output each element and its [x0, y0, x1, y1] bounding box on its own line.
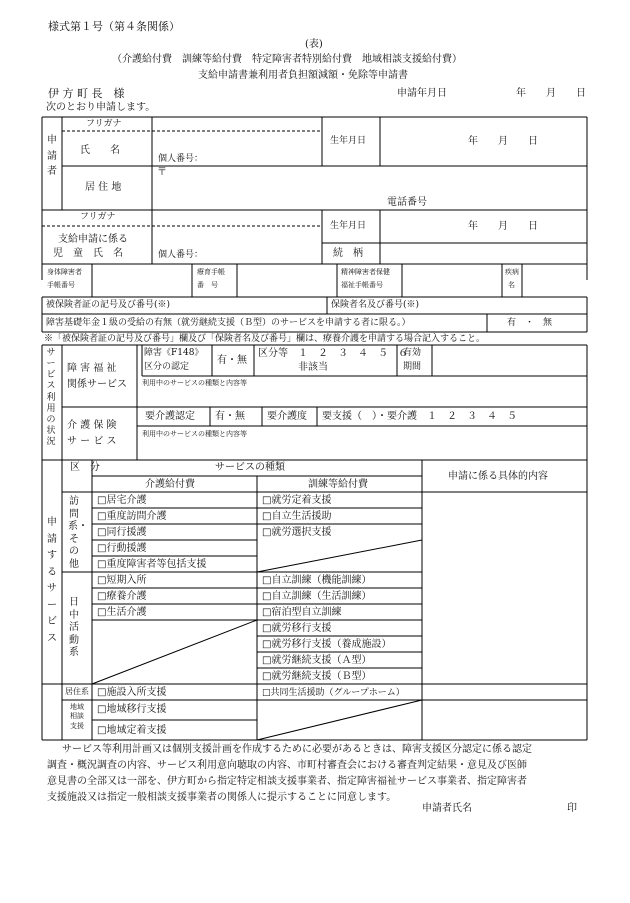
- care-benefit-header: 介護給付費: [145, 479, 195, 490]
- valid-period-label-2: 期間: [403, 362, 422, 372]
- relation-label: 続 柄: [333, 248, 363, 259]
- option-independent-living[interactable]: □自立生活援助: [262, 511, 332, 522]
- welfare-label-1: 障 害 福 祉: [67, 363, 117, 374]
- option-comprehensive-support[interactable]: □重度障害者等包括支援: [97, 559, 207, 570]
- mental-cert-label-2: 福祉手帳番号: [341, 281, 383, 289]
- option-short-stay[interactable]: □短期入所: [97, 575, 147, 586]
- care-level-label: 要介護度: [267, 411, 307, 422]
- applicant-name-label: 氏 名: [80, 145, 120, 156]
- option-continuous-b[interactable]: □就労継続支援（Ｂ型）: [262, 671, 372, 682]
- grade-not-applicable[interactable]: 非該当: [298, 362, 328, 373]
- pension-label: 障害基礎年金１級の受給の有無（就労継続支援（Ｂ型）のサービスを申請する者に限る。）: [46, 318, 411, 328]
- grade-options[interactable]: 区分等 １ ２ ３ ４ ５ ６: [258, 348, 408, 359]
- disease-field[interactable]: [524, 266, 585, 295]
- visit-group-label: 訪問系・その他: [68, 496, 88, 570]
- disease-label-2: 名: [508, 281, 515, 289]
- application-date-field[interactable]: 年 月 日: [516, 88, 586, 99]
- child-furigana-field[interactable]: [155, 212, 320, 224]
- disease-label-1: 疾病: [505, 268, 519, 276]
- seal-mark: 印: [567, 803, 577, 814]
- applicant-address-label: 居 住 地: [85, 182, 122, 193]
- option-home-care[interactable]: □居宅介護: [97, 495, 147, 506]
- front-side-label: (表): [305, 39, 323, 50]
- valid-period-field[interactable]: [434, 347, 585, 374]
- physical-cert-label-1: 身体障害者: [47, 268, 82, 276]
- details-field[interactable]: [424, 494, 585, 738]
- care-insurance-label-2: サ ー ビ ス: [67, 436, 117, 447]
- option-behavior-support[interactable]: □行動援護: [97, 543, 147, 554]
- option-functional-training[interactable]: □自立訓練（機能訓練）: [262, 575, 372, 586]
- option-residential-training[interactable]: □宿泊型自立訓練: [262, 607, 342, 618]
- care-in-use-label: 利用中のサービスの種類と内容等: [142, 430, 247, 438]
- addressee: 伊 方 町 長 様: [48, 87, 125, 100]
- option-community-settlement[interactable]: □地域定着支援: [97, 725, 167, 736]
- signature-field[interactable]: [480, 802, 560, 816]
- option-life-training[interactable]: □自立訓練（生活訓練）: [262, 591, 372, 602]
- details-header: 申請に係る具体的内容: [448, 471, 548, 482]
- usage-section-label: サービス利用の状況: [46, 348, 56, 448]
- physical-cert-label-2: 手帳番号: [47, 281, 75, 289]
- intro-text: 次のとおり申請します。: [46, 102, 156, 113]
- care-level-options[interactable]: 要支援（ ）・要介護 １ ２ ３ ４ ５: [322, 411, 517, 422]
- option-employment-transition-school[interactable]: □就労移行支援（養成施設）: [262, 639, 392, 650]
- request-section-label: 申請するサービス: [47, 517, 57, 644]
- care-cert-yes-no[interactable]: 有・無: [215, 411, 245, 422]
- cert-label-1: 障害《F148》: [144, 348, 204, 358]
- option-medical-care[interactable]: □療養介護: [97, 591, 147, 602]
- consent-line-1: サービス等利用計画又は個別支援計画を作成するために必要があるときは、障害支援区分認定に係る認定: [62, 744, 532, 755]
- applicant-birth-field[interactable]: 年 月 日: [468, 136, 538, 147]
- ryoiku-cert-label-1: 療育手帳: [197, 268, 225, 276]
- mental-cert-label-1: 精神障害者保健: [341, 268, 390, 276]
- signature-label: 申請者氏名: [422, 803, 472, 814]
- community-group-label: 地域相談支援: [70, 703, 84, 730]
- form-title: 支給申請書兼利用者負担額減額・免除等申請書: [198, 70, 408, 81]
- day-group-label: 日中活動系: [69, 597, 79, 658]
- phone-label[interactable]: 電話番号: [387, 197, 427, 208]
- applicant-section-label: 申請者: [47, 135, 57, 177]
- child-furigana-label: フリガナ: [80, 212, 116, 222]
- option-community-transition[interactable]: □地域移行支援: [97, 704, 167, 715]
- application-date-label: 申請年月日: [397, 88, 447, 99]
- insurance-note: ※「被保険者証の記号及び番号」欄及び「保険者名及び番号」欄は、療養介護を申請する場合記入すること。: [44, 334, 486, 344]
- valid-period-label-1: 有効: [403, 348, 422, 358]
- option-employment-retention[interactable]: □就労定着支援: [262, 495, 332, 506]
- form-number: 様式第１号（第４条関係）: [48, 20, 180, 33]
- applicant-furigana-label: フリガナ: [86, 119, 122, 129]
- training-benefit-header: 訓練等給付費: [308, 479, 368, 490]
- insurer-label: 保険者名及び番号(※): [331, 300, 420, 310]
- option-accompany-support[interactable]: □同行援護: [97, 527, 147, 538]
- relation-field[interactable]: [382, 245, 585, 262]
- option-employment-selection[interactable]: □就労選択支援: [262, 527, 332, 538]
- service-types-header: サービスの種類: [215, 462, 285, 473]
- child-label-2: 児 童 氏 名: [53, 248, 123, 259]
- mental-cert-field[interactable]: [404, 266, 500, 295]
- welfare-in-use-label: 利用中のサービスの種類と内容等: [142, 379, 247, 387]
- cert-yes-no[interactable]: 有・無: [217, 355, 247, 366]
- consent-line-4: 支援施設又は指定一般相談支援事業者の関係人に提示することに同意します。: [47, 792, 397, 803]
- applicant-birth-label: 生年月日: [330, 136, 367, 146]
- applicant-furigana-field[interactable]: [155, 119, 320, 130]
- consent-line-2: 調査・概況調査の内容、サービス利用意向聴取の内容、市町村審査会における審査判定結果・意見及び医師: [47, 760, 527, 771]
- consent-line-3: 意見書の全部又は一部を、伊方町から指定特定相談支援事業者、指定障害福祉サービス事業者、指定障害者: [47, 776, 527, 787]
- option-severe-visit-care[interactable]: □重度訪問介護: [97, 511, 167, 522]
- option-facility-admission[interactable]: □施設入所支援: [97, 687, 167, 698]
- cert-label-2: 区分の認定: [144, 362, 190, 372]
- residence-group-label: 居住系: [65, 687, 89, 696]
- option-life-care[interactable]: □生活介護: [97, 607, 147, 618]
- applicant-mynumber-label[interactable]: 個人番号：: [158, 154, 204, 164]
- option-group-home[interactable]: □共同生活援助（グループホーム）: [262, 688, 405, 698]
- ryoiku-cert-label-2: 番 号: [197, 281, 218, 289]
- child-mynumber-label[interactable]: 個人番号：: [158, 250, 204, 260]
- physical-cert-field[interactable]: [94, 266, 190, 295]
- category-header: 区 分: [70, 462, 100, 473]
- child-birth-field[interactable]: 年 月 日: [468, 221, 538, 232]
- applicant-name-field[interactable]: [155, 133, 320, 151]
- child-label-1: 支給申請に係る: [58, 234, 128, 245]
- ryoiku-cert-field[interactable]: [239, 266, 335, 295]
- option-employment-transition[interactable]: □就労移行支援: [262, 623, 332, 634]
- postal-mark[interactable]: 〒: [157, 167, 167, 178]
- care-insurance-label-1: 介 護 保 険: [67, 420, 117, 431]
- child-birth-label: 生年月日: [330, 221, 367, 231]
- pension-yes-no[interactable]: 有 ・ 無: [507, 318, 553, 328]
- care-cert-label: 要介護認定: [145, 411, 195, 422]
- option-continuous-a[interactable]: □就労継続支援（Ａ型）: [262, 655, 372, 666]
- insured-number-label: 被保険者証の記号及び番号(※): [46, 300, 171, 310]
- welfare-label-2: 関係サービス: [67, 379, 127, 390]
- benefit-types: （介護給付費 訓練等給付費 特定障害者特別給付費 地域相談支援給付費）: [112, 54, 462, 65]
